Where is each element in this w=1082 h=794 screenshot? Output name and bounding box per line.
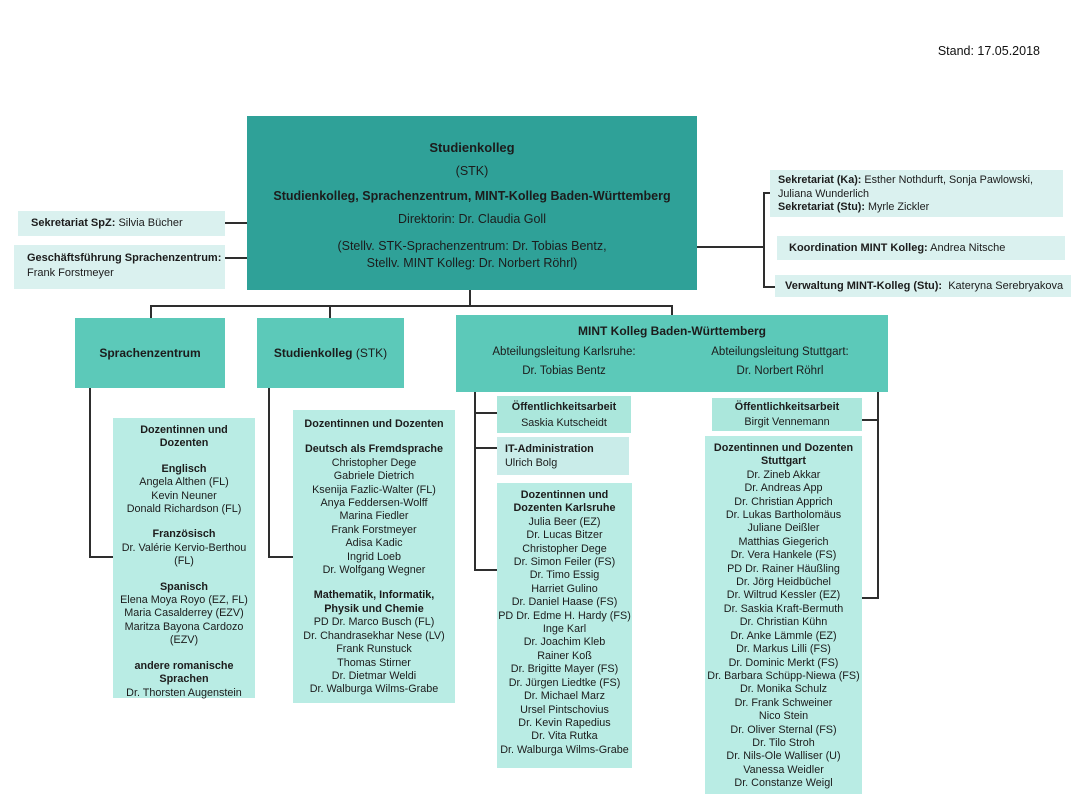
person-name: Elena Moya Royo (EZ, FL) <box>120 594 248 607</box>
person-name: Maria Casalderrey (EZV) <box>124 607 244 620</box>
person-name: Dr. Walburga Wilms-Grabe <box>500 743 629 756</box>
person-name: Dr. Vera Hankele (FS) <box>730 549 837 562</box>
list-title: Dozentinnen und Dozenten <box>304 418 444 430</box>
group-spanisch <box>116 581 252 648</box>
person-name: Dr. Zineb Akkar <box>746 468 821 481</box>
connector-level2-rail <box>150 305 673 307</box>
list-title-line1: Dozentinnen und <box>520 489 609 501</box>
geschaeftsfuehrung-value: Frank Forstmeyer <box>27 267 114 279</box>
person-name: Dr. Christian Apprich <box>734 495 833 508</box>
person-name: Dr. Chandrasekhar Nese (LV) <box>303 629 445 642</box>
person-name: PD Dr. Edme H. Hardy (FS) <box>498 609 631 622</box>
sekretariat-stu-value: Myrle Zickler <box>868 201 930 213</box>
group-names <box>116 542 252 569</box>
studienkolleg-abbr: (STK) <box>355 346 388 360</box>
connector-stuttgart-list <box>862 597 879 599</box>
it-administration-title: IT-Administration <box>505 443 594 455</box>
root-subtitle: Studienkolleg, Sprachenzentrum, MINT-Kolleg Baden-Württemberg <box>273 189 671 203</box>
person-name: Anya Feddersen-Wolff <box>320 497 428 510</box>
person-name: Frank Runstuck <box>336 643 412 656</box>
group-header: Spanisch <box>159 580 208 593</box>
person-name: Dr. Kevin Rapedius <box>518 716 611 729</box>
connector-drop-sprachenzentrum <box>150 305 152 319</box>
box-it-administration <box>497 437 629 475</box>
sekretariat-stu-label: Sekretariat (Stu): <box>778 201 865 213</box>
person-name: Adisa Kadic <box>345 537 403 550</box>
person-name: Dr. Tilo Stroh <box>752 736 815 749</box>
person-name: Kevin Neuner <box>151 489 217 502</box>
person-name: Ingrid Loeb <box>346 550 402 563</box>
connector-stk-list-h <box>268 556 294 558</box>
person-name: Dr. Barbara Schüpp-Niewa (FS) <box>707 669 860 682</box>
group-names <box>116 476 252 516</box>
box-oeffentlichkeitsarbeit-karlsruhe <box>497 396 631 433</box>
group-names <box>498 516 631 757</box>
list-dozenten-karlsruhe <box>497 483 632 768</box>
person-name: Dr. Dietmar Weldi <box>331 669 417 682</box>
box-verwaltung-mint <box>775 275 1071 297</box>
person-name: Dr. Anke Lämmle (EZ) <box>730 629 837 642</box>
person-name: Julia Beer (EZ) <box>528 515 601 528</box>
group-deutsch-als-fremdsprache <box>296 443 452 577</box>
oeffentlichkeitsarbeit-title: Öffentlichkeitsarbeit <box>511 401 617 413</box>
person-name: Dr. Walburga Wilms-Grabe <box>309 683 439 696</box>
person-name: Marina Fiedler <box>339 510 409 523</box>
person-name: Dr. Jörg Heidbüchel <box>736 576 831 589</box>
geschaeftsfuehrung-label: Geschäftsführung Sprachenzentrum: <box>27 252 222 264</box>
root-director: Direktorin: Dr. Claudia Goll <box>398 212 546 226</box>
person-name: Dr. Markus Lilli (FS) <box>736 643 831 656</box>
person-name: Dr. Lucas Bitzer <box>526 529 603 542</box>
person-name: Donald Richardson (FL) <box>126 503 242 516</box>
verwaltung-label: Verwaltung MINT-Kolleg (Stu): <box>785 280 943 292</box>
person-name: Juliane Deißler <box>747 522 820 535</box>
person-name: Dr. Frank Schweiner <box>734 696 833 709</box>
group-header: Mathematik, Informatik, Physik und Chemie <box>313 589 435 615</box>
person-name: Dr. Lukas Bartholomäus <box>725 509 842 522</box>
box-studienkolleg <box>257 318 404 388</box>
mint-stuttgart-column <box>672 346 888 377</box>
group-header: Deutsch als Fremdsprache <box>304 443 443 456</box>
connector-geschaeftsfuehrung <box>225 257 247 259</box>
date-stamp: Stand: 17.05.2018 <box>937 44 1040 58</box>
sekretariat-ka-value: Esther Nothdurft, Sonja Pawlowski, Juliana Wunderlich <box>778 174 1034 200</box>
person-name: Dr. Nils-Ole Walliser (U) <box>726 750 841 763</box>
connector-karlsruhe-it <box>474 447 497 449</box>
root-deputy-line1: (Stellv. STK-Sprachenzentrum: Dr. Tobias Bentz, <box>337 239 607 253</box>
group-andere-romanische-sprachen <box>116 660 252 700</box>
box-sekretariat-ka-stu <box>770 170 1063 217</box>
connector-root-drop <box>469 290 471 306</box>
connector-stuttgart-oeff <box>862 419 879 421</box>
oeffentlichkeitsarbeit-name: Saskia Kutscheidt <box>521 417 607 429</box>
person-name: Frank Forstmeyer <box>331 523 417 536</box>
abteilungsleitung-stuttgart-name: Dr. Norbert Röhrl <box>736 365 824 377</box>
person-name: Gabriele Dietrich <box>333 470 415 483</box>
sekretariat-spz-value: Silvia Bücher <box>118 217 183 229</box>
connector-right-vertical <box>763 192 765 288</box>
group-names <box>296 457 452 578</box>
list-sprachenzentrum-dozenten <box>113 418 255 698</box>
box-koordination-mint <box>777 236 1065 260</box>
connector-karlsruhe-list <box>474 569 497 571</box>
connector-spz-list-v <box>89 388 91 558</box>
person-name: Christopher Dege <box>522 542 607 555</box>
person-name: Dr. Wiltrud Kessler (EZ) <box>726 589 841 602</box>
koordination-label: Koordination MINT Kolleg: <box>789 242 928 254</box>
group-header: Französisch <box>152 528 216 541</box>
person-name: Maritza Bayona Cardozo (EZV) <box>124 620 244 647</box>
person-name: Inge Karl <box>542 623 587 636</box>
person-name: Rainer Koß <box>537 649 592 662</box>
box-oeffentlichkeitsarbeit-stuttgart <box>712 398 862 431</box>
studienkolleg-label: Studienkolleg <box>273 346 353 360</box>
person-name: Dr. Dominic Merkt (FS) <box>728 656 839 669</box>
person-name: Dr. Monika Schulz <box>739 683 827 696</box>
list-title-line1: Dozentinnen und Dozenten <box>713 442 854 454</box>
person-name: Christopher Dege <box>331 456 417 469</box>
person-name: PD Dr. Marco Busch (FL) <box>313 616 435 629</box>
list-title-line2: Stuttgart <box>761 455 806 468</box>
connector-right-stem <box>697 246 763 248</box>
person-name: Ursel Pintschovius <box>520 703 609 716</box>
connector-karlsruhe-oeff <box>474 412 497 414</box>
group-franzoesisch <box>116 528 252 568</box>
person-name: PD Dr. Rainer Häußling <box>727 562 840 575</box>
root-box-studienkolleg <box>247 116 697 290</box>
person-name: Dr. Wolfgang Wegner <box>322 564 426 577</box>
person-name: Nico Stein <box>758 710 809 723</box>
connector-drop-studienkolleg <box>329 305 331 319</box>
list-dozenten-stuttgart <box>705 436 862 794</box>
oeffentlichkeitsarbeit-title: Öffentlichkeitsarbeit <box>734 401 840 413</box>
koordination-value: Andrea Nitsche <box>930 242 1006 254</box>
person-name: Dr. Joachim Kleb <box>523 636 606 649</box>
group-englisch <box>116 463 252 517</box>
list-studienkolleg-dozenten <box>293 410 455 703</box>
box-mint-kolleg <box>456 315 888 392</box>
person-name: Dr. Timo Essig <box>529 569 600 582</box>
person-name: Thomas Stirner <box>337 656 411 669</box>
verwaltung-value: Kateryna Serebryakova <box>948 280 1064 292</box>
oeffentlichkeitsarbeit-name: Birgit Vennemann <box>744 416 830 428</box>
person-name: Matthias Giegerich <box>738 535 829 548</box>
root-deputy-line2: Stellv. MINT Kolleg: Dr. Norbert Röhrl) <box>366 256 578 270</box>
group-names <box>116 594 252 648</box>
person-name: Vanessa Weidler <box>743 763 824 776</box>
person-name: Dr. Oliver Sternal (FS) <box>730 723 837 736</box>
person-name: Dr. Michael Marz <box>524 690 605 703</box>
mint-karlsruhe-column <box>456 346 672 377</box>
root-title: Studienkolleg <box>429 140 515 155</box>
abteilungsleitung-stuttgart-label: Abteilungsleitung Stuttgart: <box>711 346 849 358</box>
connector-sekretariat-spz <box>225 222 247 224</box>
group-names <box>706 469 861 791</box>
person-name: Dr. Vita Rutka <box>531 730 598 743</box>
abteilungsleitung-karlsruhe-label: Abteilungsleitung Karlsruhe: <box>492 346 636 358</box>
person-name: Dr. Christian Kühn <box>739 616 828 629</box>
person-name: Dr. Jürgen Liedtke (FS) <box>508 676 621 689</box>
person-name: Dr. Valérie Kervio-Berthou (FL) <box>121 541 247 568</box>
box-sekretariat-spz <box>18 211 225 236</box>
person-name: Angela Althen (FL) <box>139 476 229 489</box>
root-abbreviation: (STK) <box>455 164 489 178</box>
person-name: Dr. Constanze Weigl <box>734 777 833 790</box>
it-administration-name: Ulrich Bolg <box>505 457 558 469</box>
connector-stk-list-v <box>268 388 270 558</box>
sekretariat-ka-label: Sekretariat (Ka): <box>778 174 862 186</box>
connector-spz-list-h <box>89 556 114 558</box>
person-name: Dr. Daniel Haase (FS) <box>511 596 618 609</box>
person-name: Dr. Brigitte Mayer (FS) <box>510 663 619 676</box>
sekretariat-spz-label: Sekretariat SpZ: <box>31 217 116 229</box>
mint-title: MINT Kolleg Baden-Württemberg <box>578 324 766 338</box>
connector-karlsruhe-v <box>474 392 476 571</box>
person-name: Ksenija Fazlic-Walter (FL) <box>312 483 436 496</box>
group-names <box>296 616 452 696</box>
group-header: Englisch <box>161 462 207 475</box>
group-header: andere romanische Sprachen <box>134 659 234 686</box>
box-geschaeftsfuehrung-sprachenzentrum <box>14 245 225 289</box>
box-sprachenzentrum: Sprachenzentrum <box>75 318 225 388</box>
list-title: Dozentinnen und Dozenten <box>140 424 228 450</box>
person-name: Harriet Gulino <box>531 582 598 595</box>
group-mathematik-informatik-physik-chemie <box>296 589 452 696</box>
person-name: Dr. Thorsten Augenstein <box>126 686 242 699</box>
person-name: Dr. Andreas App <box>744 482 823 495</box>
connector-stuttgart-v <box>877 392 879 599</box>
list-title-line2: Dozenten Karlsruhe <box>513 502 616 515</box>
abteilungsleitung-karlsruhe-name: Dr. Tobias Bentz <box>522 365 606 377</box>
group-names <box>116 687 252 700</box>
person-name: Dr. Saskia Kraft-Bermuth <box>723 602 844 615</box>
person-name: Dr. Simon Feiler (FS) <box>513 556 616 569</box>
